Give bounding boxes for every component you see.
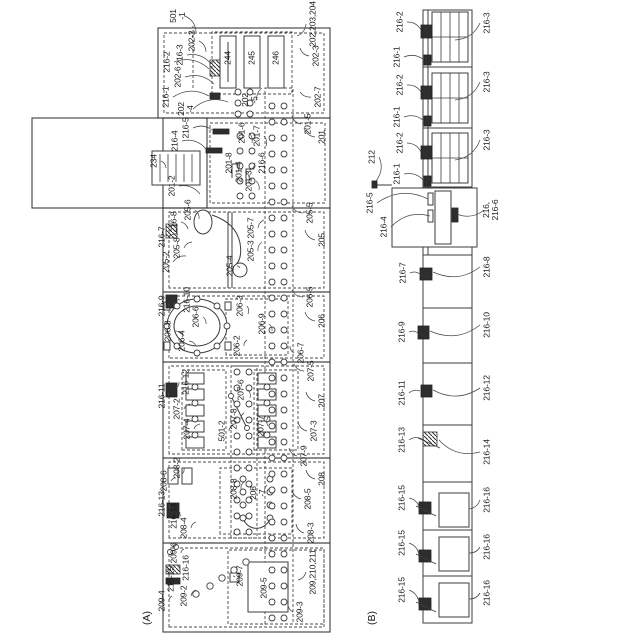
- ref-label: 201-3: [243, 170, 254, 192]
- ref-label: 216-15: [396, 485, 407, 511]
- ref-label: 208-2: [171, 457, 182, 479]
- ref-label: 207-2: [171, 398, 182, 420]
- ref-label: 209-7: [234, 565, 245, 587]
- ref-label: 205-4: [224, 255, 235, 277]
- ref-label: 209,210,211: [307, 549, 318, 595]
- ref-label: 216-1: [391, 106, 402, 128]
- ref-label: 201-2: [166, 175, 177, 197]
- ref-label: 216-16: [481, 487, 492, 513]
- ref-label: 206-9: [256, 313, 267, 335]
- ref-label: 206-6: [190, 306, 201, 328]
- ref-label: 202 -4: [176, 102, 195, 116]
- ref-label: 216-15: [396, 530, 407, 556]
- ref-label: 209-2: [178, 585, 189, 607]
- ref-label: 216-7: [156, 226, 167, 248]
- ref-label: 216-16: [481, 580, 492, 606]
- ref-label: 216-12: [180, 369, 191, 395]
- ref-label: 245: [246, 51, 257, 65]
- ref-label: 216-9: [156, 295, 167, 317]
- ref-label: 205-6: [182, 199, 193, 221]
- ref-label: 202-2: [186, 30, 197, 52]
- ref-label: 206-8: [162, 320, 173, 342]
- ref-label: 208-5: [302, 488, 313, 510]
- ref-label: 206-5: [304, 286, 315, 308]
- ref-label: 207: [316, 394, 327, 408]
- ref-label: 202-6: [172, 66, 183, 88]
- ref-label: 216-9: [396, 321, 407, 343]
- ref-label: 208 -7: [248, 486, 267, 500]
- ref-label: 206-7: [295, 342, 306, 364]
- ref-label: 205: [316, 233, 327, 247]
- ref-label: 207-5: [305, 360, 316, 382]
- ref-label: 202,203,204: [307, 1, 318, 47]
- panel-b-caption: (B): [365, 611, 378, 625]
- ref-label: 216-11: [396, 380, 407, 406]
- ref-label: 216-4: [378, 216, 389, 238]
- ref-label: 208-3: [305, 522, 316, 544]
- ref-label: 207-3: [308, 420, 319, 442]
- ref-label: 202 -5: [240, 93, 259, 107]
- ref-label: 207-7: [255, 415, 266, 437]
- ref-label: 209-3: [294, 601, 305, 623]
- ref-label: 216-12: [481, 375, 492, 401]
- ref-label: 205-7: [245, 217, 256, 239]
- ref-label: 216-5: [364, 192, 375, 214]
- ref-label: 216-16: [180, 555, 191, 581]
- ref-label: 216-8: [168, 211, 179, 233]
- ref-label: 201-8: [223, 152, 234, 174]
- ref-label: 208: [316, 472, 327, 486]
- ref-label: 216-1: [160, 86, 171, 108]
- ref-label: 216-2: [161, 51, 172, 73]
- ref-label: 216, 216-6: [481, 199, 500, 221]
- ref-label: 209-4: [156, 590, 167, 612]
- ref-label: 205-8: [171, 237, 182, 259]
- ref-label: 201-7: [251, 125, 262, 147]
- ref-label: 216-3: [481, 129, 492, 151]
- ref-label: 216-2: [394, 132, 405, 154]
- ref-label: 216-2: [394, 74, 405, 96]
- ref-label: 205-5: [304, 202, 315, 224]
- ref-label: 244: [222, 51, 233, 65]
- ref-label: 216-4: [169, 130, 180, 152]
- ref-label: 501-2: [216, 420, 227, 442]
- ref-label: 208-8: [228, 478, 239, 500]
- ref-label: 216-3: [481, 71, 492, 93]
- ref-label: 216-7: [397, 262, 408, 284]
- ref-label: 216-10: [181, 287, 192, 313]
- ref-label: 216-2: [394, 11, 405, 33]
- ref-label: 201-4: [233, 161, 244, 183]
- ref-label: 216-15: [165, 566, 176, 592]
- ref-label: 216-3: [174, 44, 185, 66]
- ref-label: 216-10: [481, 312, 492, 338]
- ref-label: 246: [270, 51, 281, 65]
- ref-label: 216-11: [156, 383, 167, 409]
- ref-label: 208-4: [178, 517, 189, 539]
- ref-label: 201-6: [236, 122, 247, 144]
- ref-label: 501 -1: [168, 9, 187, 23]
- ref-label: 216-8: [481, 256, 492, 278]
- ref-label: 209-6: [168, 542, 179, 564]
- ref-label: 206-2: [231, 335, 242, 357]
- ref-label: 234: [148, 154, 159, 168]
- ref-label: 216-1: [391, 46, 402, 68]
- ref-label: 216-14: [168, 503, 179, 529]
- ref-label: 216-13: [156, 491, 167, 517]
- ref-label: 209-5: [258, 577, 269, 599]
- ref-label: 207-6: [235, 379, 246, 401]
- ref-label: 201: [316, 130, 327, 144]
- ref-label: 212: [366, 150, 377, 164]
- ref-label: 207-9: [298, 445, 309, 467]
- ref-label: 205-3: [245, 240, 256, 262]
- ref-label: 216-16: [481, 534, 492, 560]
- ref-label: 207-8: [228, 408, 239, 430]
- ref-label: 206-3: [234, 295, 245, 317]
- ref-label: 216-3: [481, 12, 492, 34]
- ref-label: 216-6: [256, 152, 267, 174]
- ref-label: 216-15: [396, 577, 407, 603]
- ref-label: 206-4: [176, 330, 187, 352]
- ref-label: 216-14: [481, 439, 492, 465]
- ref-label: 216-5: [180, 117, 191, 139]
- ref-label: 208-6: [158, 470, 169, 492]
- ref-label: 202-3: [310, 45, 321, 67]
- ref-label: 202-7: [312, 86, 323, 108]
- ref-label: 216-1: [391, 163, 402, 185]
- ref-label: 201-5: [302, 113, 313, 135]
- ref-label: 216-13: [396, 427, 407, 453]
- ref-label: 207-4: [181, 418, 192, 440]
- panel-a-caption: (A): [140, 611, 153, 625]
- ref-label: 206: [316, 314, 327, 328]
- ref-label: 205-2: [160, 251, 171, 273]
